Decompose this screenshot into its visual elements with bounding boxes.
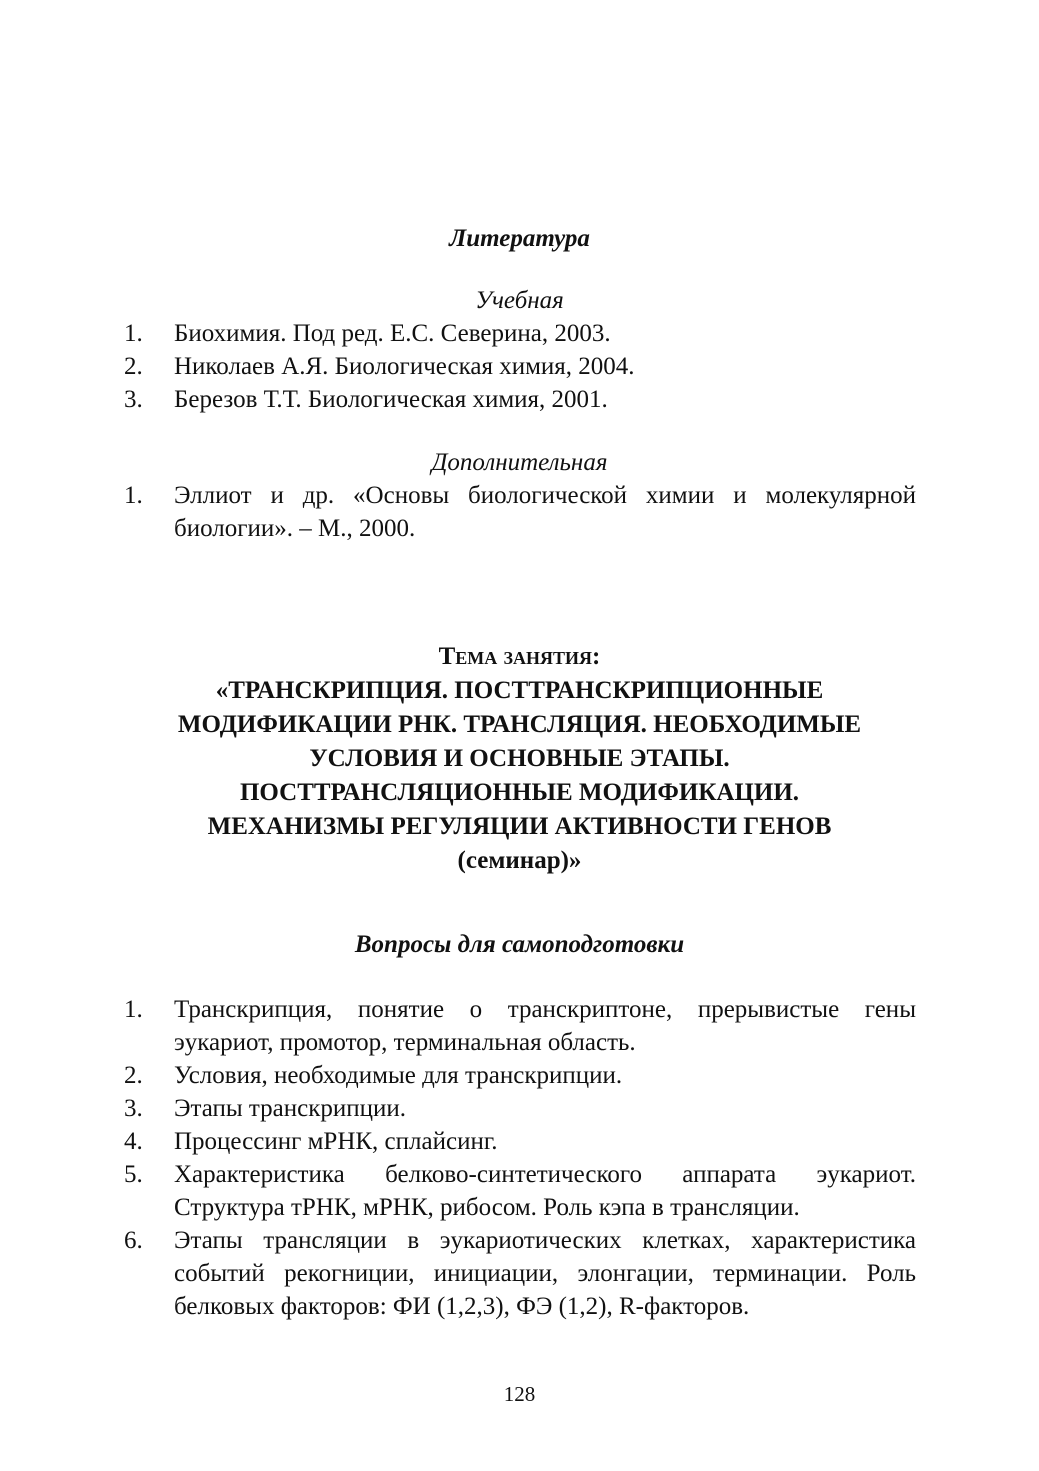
page-number: 128: [503, 1382, 536, 1406]
list-item-text: Этапы транскрипции.: [174, 1095, 407, 1122]
list-item: [124, 317, 916, 350]
list-item-number: 3.: [124, 386, 143, 413]
list-item: [124, 993, 916, 1059]
list-item-number: 1.: [124, 482, 143, 509]
list-item-number: 6.: [124, 1227, 143, 1254]
topic-line: МОДИФИКАЦИИ РНК. ТРАНСЛЯЦИЯ. НЕОБХОДИМЫЕ: [177, 711, 862, 738]
list-item-text: Процессинг мРНК, сплайсинг.: [174, 1128, 498, 1155]
list-item-text: Эллиот и др. «Основы биологической химии и молекулярной биологии». – М., 2000.: [174, 482, 916, 542]
list-item: [124, 383, 916, 416]
lesson-topic: [0, 640, 1039, 878]
main-literature-list: [124, 317, 916, 416]
list-item-text: Характеристика белково-синтетического аппарата эукариот. Структура тРНК, мРНК, рибосом. Роль кэпа в трансляции.: [174, 1161, 916, 1221]
additional-literature-subheading: Дополнительная: [431, 449, 608, 476]
list-item: [124, 479, 916, 545]
main-literature-subheading: Учебная: [475, 287, 564, 314]
list-item-text: Николаев А.Я. Биологическая химия, 2004.: [174, 353, 635, 380]
list-item: [124, 350, 916, 383]
list-item-number: 5.: [124, 1161, 143, 1188]
literature-heading: Литература: [449, 225, 590, 252]
topic-line: (семинар)»: [457, 847, 582, 874]
topic-line: МЕХАНИЗМЫ РЕГУЛЯЦИИ АКТИВНОСТИ ГЕНОВ: [207, 813, 832, 840]
topic-line: ПОСТТРАНСЛЯЦИОННЫЕ МОДИФИКАЦИИ.: [239, 779, 800, 806]
additional-literature-list: [124, 479, 916, 545]
list-item-number: 1.: [124, 320, 143, 347]
list-item-text: Транскрипция, понятие о транскриптоне, прерывистые гены эукариот, промотор, терминальная область.: [174, 996, 916, 1056]
list-item-number: 1.: [124, 996, 143, 1023]
list-item-number: 2.: [124, 1062, 143, 1089]
list-item: [124, 1158, 916, 1224]
list-item-number: 2.: [124, 353, 143, 380]
list-item-text: Биохимия. Под ред. Е.С. Северина, 2003.: [174, 320, 611, 347]
topic-line: УСЛОВИЯ И ОСНОВНЫЕ ЭТАПЫ.: [309, 745, 730, 772]
self-study-questions-list: [124, 993, 916, 1323]
self-study-questions-heading: Вопросы для самоподготовки: [354, 931, 685, 958]
list-item: [124, 1059, 916, 1092]
topic-label: Тема занятия:: [438, 643, 601, 670]
list-item: [124, 1224, 916, 1323]
list-item-text: Березов Т.Т. Биологическая химия, 2001.: [174, 386, 608, 413]
list-item: [124, 1125, 916, 1158]
list-item-text: Этапы трансляции в эукариотических клетках, характеристика событий рекогниции, инициации, элонгации, терминации. Роль белковых факторов: ФИ (1,2,3), ФЭ (1,2), R-факторов.: [174, 1227, 916, 1320]
list-item-text: Условия, необходимые для транскрипции.: [174, 1062, 623, 1089]
topic-line: «ТРАНСКРИПЦИЯ. ПОСТТРАНСКРИПЦИОННЫЕ: [215, 677, 824, 704]
list-item: [124, 1092, 916, 1125]
list-item-number: 4.: [124, 1128, 143, 1155]
list-item-number: 3.: [124, 1095, 143, 1122]
